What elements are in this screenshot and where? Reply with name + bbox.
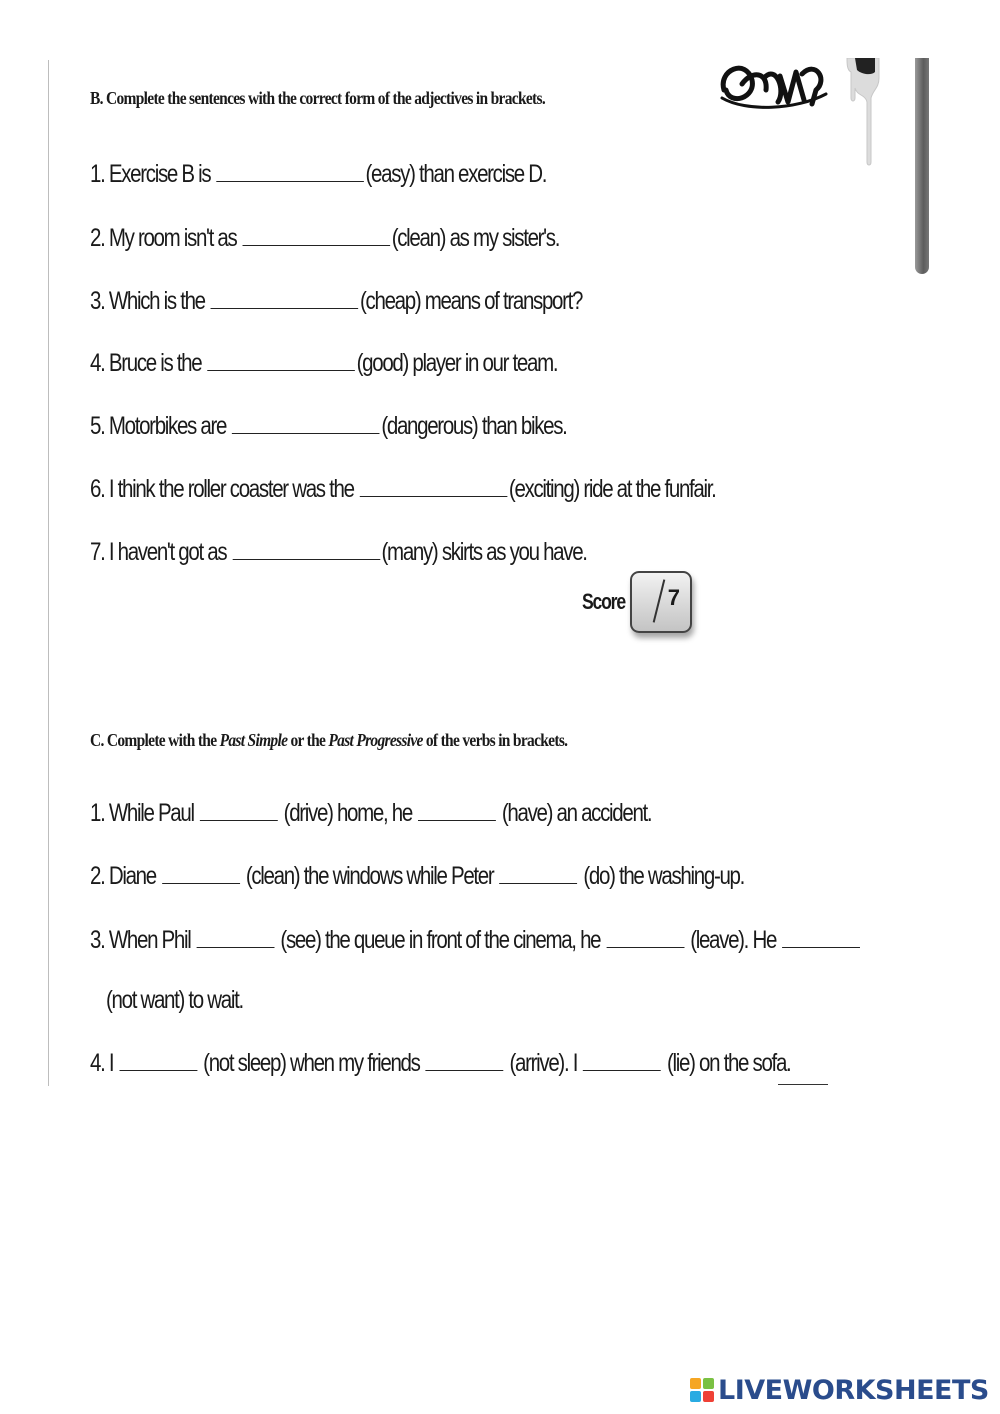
item-text: (cheap) means of transport? — [360, 287, 583, 315]
exercise-b-item-3 — [90, 287, 582, 316]
answer-blank[interactable] — [606, 927, 684, 948]
item-text: (lie) on the sofa. — [662, 1049, 791, 1077]
item-text: 2. Diane — [90, 862, 161, 890]
exercise-b-item-5 — [90, 412, 567, 441]
item-text: 5. Motorbikes are — [90, 412, 231, 440]
answer-blank[interactable] — [207, 350, 355, 371]
exercise-c-item-3 — [90, 926, 862, 955]
item-text: (dangerous) than bikes. — [381, 412, 567, 440]
answer-blank[interactable] — [426, 1050, 504, 1071]
heading-tense-text: Past Simple — [219, 730, 288, 750]
answer-blank[interactable] — [197, 927, 275, 948]
score-box — [630, 571, 692, 633]
exercise-b-item-1 — [90, 160, 546, 189]
answer-blank[interactable] — [782, 927, 860, 948]
item-text: 3. When Phil — [90, 926, 195, 954]
item-text: (leave). He — [685, 926, 781, 954]
item-text: (drive) home, he — [279, 799, 417, 827]
answer-blank[interactable] — [242, 225, 390, 246]
answer-blank[interactable] — [119, 1050, 197, 1071]
graffiti-decoration — [716, 50, 834, 116]
heading-tense-text: Past Progressive — [328, 730, 423, 750]
answer-blank[interactable] — [211, 288, 359, 309]
item-text: 7. I haven't got as — [90, 538, 231, 566]
exercise-c-item-2 — [90, 862, 744, 891]
answer-blank[interactable] — [360, 476, 508, 497]
exercise-b-item-6 — [90, 475, 716, 504]
exercise-b-heading: B. Complete the sentences with the correct form of the adjectives in brackets. — [90, 88, 546, 108]
answer-blank[interactable] — [232, 413, 380, 434]
exercise-c-item-1 — [90, 799, 651, 828]
item-text: (have) an accident. — [497, 799, 652, 827]
item-text: 4. I — [90, 1049, 118, 1077]
answer-blank[interactable] — [418, 800, 496, 821]
item-text: 2. My room isn't as — [90, 224, 241, 252]
item-text: (good) player in our team. — [356, 349, 558, 377]
item-text: (see) the queue in front of the cinema, he — [276, 926, 605, 954]
answer-blank[interactable] — [232, 539, 380, 560]
page-left-border — [48, 60, 49, 1086]
answer-blank[interactable] — [583, 1050, 661, 1071]
item-text: (exciting) ride at the funfair. — [508, 475, 716, 503]
exercise-b-item-7 — [90, 538, 587, 567]
score-total: 7 — [667, 585, 680, 610]
answer-blank[interactable] — [499, 863, 577, 884]
exercise-c-heading — [90, 730, 567, 751]
exercise-b-item-2 — [90, 224, 559, 253]
decorative-side-bar — [915, 58, 929, 274]
item-text: (do) the washing-up. — [578, 862, 745, 890]
item-text: 1. While Paul — [90, 799, 199, 827]
liveworksheets-logo — [690, 1372, 989, 1408]
exercise-b-item-4 — [90, 349, 557, 378]
item-text: 6. I think the roller coaster was the — [90, 475, 359, 503]
liveworksheets-brand-text: LIVEWORKSHEETS — [718, 1374, 989, 1406]
answer-blank-trailing[interactable] — [778, 1084, 828, 1085]
liveworksheets-mark-icon — [690, 1378, 714, 1402]
answer-blank[interactable] — [200, 800, 278, 821]
item-text: 3. Which is the — [90, 287, 210, 315]
paint-drip-decoration — [845, 58, 881, 168]
score-box-group — [582, 568, 692, 636]
item-text: (easy) than exercise D. — [365, 160, 547, 188]
item-text: (many) skirts as you have. — [381, 538, 587, 566]
heading-text: of the verbs in brackets. — [422, 730, 568, 750]
heading-text: or the — [287, 730, 329, 750]
score-label: Score — [582, 589, 625, 614]
item-text: (not sleep) when my friends — [198, 1049, 424, 1077]
item-text: (arrive). I — [505, 1049, 582, 1077]
score-slash — [653, 579, 666, 622]
exercise-c-item-4 — [90, 1049, 790, 1078]
item-text: (clean) the windows while Peter — [241, 862, 498, 890]
answer-blank[interactable] — [162, 863, 240, 884]
item-text: (clean) as my sister's. — [391, 224, 560, 252]
exercise-c-item-3-continued: (not want) to wait. — [106, 986, 243, 1014]
item-text: 1. Exercise B is — [90, 160, 215, 188]
item-text: 4. Bruce is the — [90, 349, 206, 377]
heading-text: C. Complete with the — [90, 730, 220, 750]
answer-blank[interactable] — [216, 161, 364, 182]
